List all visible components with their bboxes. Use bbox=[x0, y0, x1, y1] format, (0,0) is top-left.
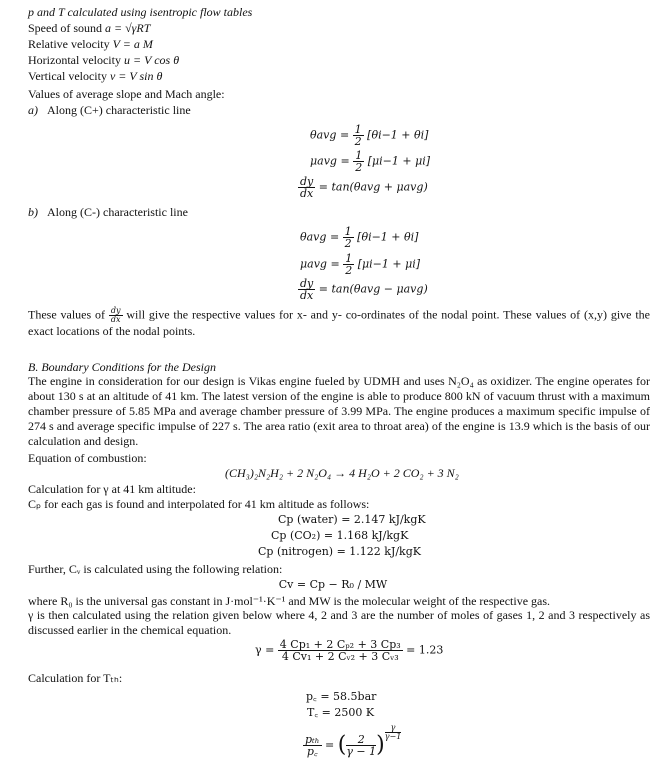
cv-label: Further, Cᵥ is calculated using the following relation: bbox=[28, 562, 283, 576]
gamma-calc-label: Calculation for γ at 41 km altitude: bbox=[28, 482, 196, 496]
section-b-heading: B. Boundary Conditions for the Design bbox=[28, 360, 216, 374]
mu-avg-eq-a: μavg = $\frac{1}{2}$ [μi−1 + μi] bbox=[310, 149, 431, 174]
case-b-label: b) Along (C-) characteristic line bbox=[28, 205, 188, 219]
pressure-ratio-equation: $\frac{\text{pₜₕ}}{p꜀}$ = ( $\frac{2}{\gamma - 1}$ ) $^{\frac{\gamma}{\gamma-1}}$ bbox=[305, 723, 402, 758]
where-line: where R₀ is the universal gas constant in J·mol⁻¹·K⁻¹ and MW is the molecular weight of the respective gas. bbox=[28, 594, 551, 608]
mu-avg-eq-b: μavg = $\frac{1}{2}$ [μi−1 + μi] bbox=[300, 252, 421, 277]
half-fraction: $\frac{1}{2}$ bbox=[345, 252, 353, 277]
cp-label: Cₚ for each gas is found and interpolated for 41 km altitude as follows: bbox=[28, 497, 370, 511]
slope-eq-plus: $\frac{dy}{dx}$ = tan(θavg + μavg) bbox=[300, 175, 428, 200]
intro-line-1: p and T calculated using isentropic flow tables bbox=[28, 5, 253, 19]
tth-label: Calculation for Tₜₕ: bbox=[28, 671, 123, 685]
exponent-fraction: γ γ−1 bbox=[384, 723, 402, 741]
section-b-body: The engine in consideration for our design is Vikas engine fueled by UDMH and uses N₂O₄ as oxidizer. The engine operates for about 130 s at an altitude of 41 km. The latest version of the engine is able to produce 800 kN of vacuum thrust with a maximum chamber pressure of 5.85 MPa and average chamber pressure of 3.99 MPa. The engine produces a maximum specific impulse of 274 s and average specific impulse of 227 s. The area ratio (exit area to throat area) of the engine is 13.9 which is the basis of our calculation and design. bbox=[28, 374, 650, 448]
half-fraction: $\frac{1}{2}$ bbox=[354, 123, 362, 148]
intro-line-4: Horizontal velocity u = V cos θ bbox=[28, 53, 180, 67]
half-fraction: $\frac{1}{2}$ bbox=[344, 225, 352, 250]
nodal-points-paragraph: These values of $\frac{dy}{dx}$ will give the respective values for x- and y- co-ordinates of the nodal point. These values of (x,y) give the exact locations of the nodal points. bbox=[28, 306, 650, 338]
two-over-gamma-fraction: $\frac{2}{\gamma - 1}$ bbox=[346, 733, 377, 758]
cp-water: Cp (water) = 2.147 kJ/kgK bbox=[278, 513, 426, 526]
gamma-equation: γ = $\frac{\text{4 Cp₁ + 2 Cₚ₂ + 3 Cp₃}}{\text{4 Cv₁ + 2 Cᵥ₂ + 3 Cᵥ₃}}$ = 1.23 bbox=[255, 638, 444, 663]
dydx-fraction: $\frac{dy}{dx}$ bbox=[300, 175, 314, 200]
gamma-fraction: $\frac{\text{4 Cp₁ + 2 Cₚ₂ + 3 Cp₃}}{\text{4 Cv₁ + 2 Cᵥ₂ + 3 Cᵥ₃}}$ bbox=[279, 638, 401, 663]
theta-avg-eq-b: θavg = $\frac{1}{2}$ [θi−1 + θi] bbox=[300, 225, 419, 250]
dydx-inline-fraction: $\frac{dy}{dx}$ bbox=[110, 306, 121, 324]
pth-pc-fraction: $\frac{\text{pₜₕ}}{p꜀}$ bbox=[305, 733, 320, 758]
combustion-label: Equation of combustion: bbox=[28, 451, 147, 465]
gamma-relation-text: γ is then calculated using the relation given below where 4, 2 and 3 are the number of moles of gases 1, 2 and 3 respectively as discussed earlier in the chemical equation. bbox=[28, 608, 650, 637]
combustion-equation: (CH₃)₂N₂H₂ + 2 N₂O₄ → 4 H₂O + 2 CO₂ + 3 N₂ bbox=[225, 466, 459, 480]
intro-line-5: Vertical velocity v = V sin θ bbox=[28, 69, 163, 83]
cp-nitrogen: Cp (nitrogen) = 1.122 kJ/kgK bbox=[258, 545, 421, 558]
intro-line-6: Values of average slope and Mach angle: bbox=[28, 87, 225, 101]
half-fraction: $\frac{1}{2}$ bbox=[355, 149, 363, 174]
pc-value: p꜀ = 58.5bar bbox=[306, 690, 377, 703]
slope-eq-minus: $\frac{dy}{dx}$ = tan(θavg − μavg) bbox=[300, 277, 428, 302]
intro-line-2: Speed of sound a = √γRT bbox=[28, 21, 151, 35]
theta-avg-eq-a: θavg = $\frac{1}{2}$ [θi−1 + θi] bbox=[310, 123, 429, 148]
case-a-label: a) Along (C+) characteristic line bbox=[28, 103, 191, 117]
intro-line-3: Relative velocity V = a M bbox=[28, 37, 153, 51]
dydx-fraction: $\frac{dy}{dx}$ bbox=[300, 277, 314, 302]
cv-equation: Cv = Cp − R₀ / MW bbox=[278, 578, 388, 591]
cp-co2: Cp (CO₂) = 1.168 kJ/kgK bbox=[271, 529, 409, 542]
tc-value: T꜀ = 2500 K bbox=[307, 706, 375, 719]
